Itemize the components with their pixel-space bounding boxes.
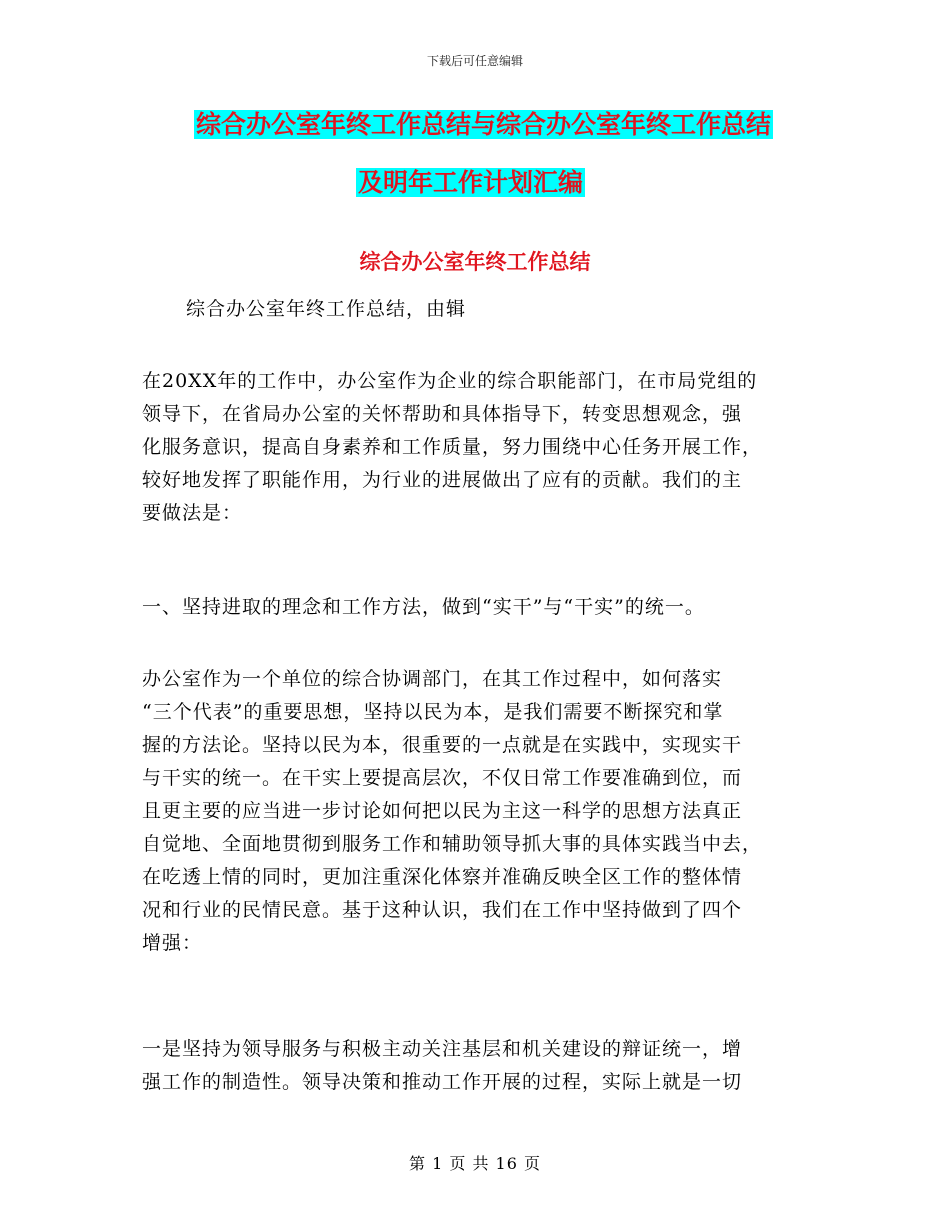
document-title xyxy=(194,110,834,197)
heading-1 xyxy=(142,591,806,624)
paragraph-line: 较好地发挥了职能作用，为行业的进展做出了应有的贡献。我们的主 xyxy=(142,469,743,491)
document-title-line-1: 综合办公室年终工作总结与综合办公室年终工作总结 xyxy=(196,110,772,139)
paragraph-1 xyxy=(142,365,806,530)
page-number-footer: 第 1 页 共 16 页 xyxy=(409,1154,541,1173)
paragraph-line: 握的方法论。坚持以民为本，很重要的一点就是在实践中，实现实干 xyxy=(142,734,743,756)
paragraph-line: 办公室作为一个单位的综合协调部门，在其工作过程中，如何落实 xyxy=(142,668,723,690)
paragraph-line: 在20XX年的工作中，办公室作为企业的综合职能部门，在市局党组的 xyxy=(142,370,758,392)
paragraph-2 xyxy=(142,663,806,960)
paragraph-line: 领导下，在省局办公室的关怀帮助和具体指导下，转变思想观念，强 xyxy=(142,403,743,425)
document-title-line-2: 及明年工作计划汇编 xyxy=(358,168,584,197)
paragraph-line: 要做法是： xyxy=(142,502,243,524)
paragraph-3 xyxy=(142,1033,806,1099)
paragraph-line: 自觉地、全面地贯彻到服务工作和辅助领导抓大事的具体实践当中去， xyxy=(142,833,763,855)
intro-line: 综合办公室年终工作总结，由辑 xyxy=(186,298,467,320)
intro-paragraph xyxy=(186,293,806,326)
paragraph-line: 化服务意识，提高自身素养和工作质量，努力围绕中心任务开展工作， xyxy=(142,436,763,458)
paragraph-line: 况和行业的民情民意。基于这种认识，我们在工作中坚持做到了四个 xyxy=(142,899,743,921)
paragraph-line: 一是坚持为领导服务与积极主动关注基层和机关建设的辩证统一，增 xyxy=(142,1038,743,1060)
paragraph-line: “三个代表”的重要思想，坚持以民为本，是我们需要不断探究和掌 xyxy=(142,701,724,723)
paragraph-line: 强工作的制造性。领导决策和推动工作开展的过程，实际上就是一切 xyxy=(142,1071,743,1093)
paragraph-line: 且更主要的应当进一步讨论如何把以民为主这一科学的思想方法真正 xyxy=(142,800,743,822)
paragraph-line: 增强： xyxy=(142,932,203,954)
heading-line: 一、坚持进取的理念和工作方法，做到“实干”与“干实”的统一。 xyxy=(142,596,705,618)
header-note: 下载后可任意编辑 xyxy=(426,54,523,68)
paragraph-line: 在吃透上情的同时，更加注重深化体察并准确反映全区工作的整体情 xyxy=(142,866,743,888)
paragraph-line: 与干实的统一。在干实上要提高层次，不仅日常工作要准确到位，而 xyxy=(142,767,743,789)
section-title: 综合办公室年终工作总结 xyxy=(359,250,591,274)
